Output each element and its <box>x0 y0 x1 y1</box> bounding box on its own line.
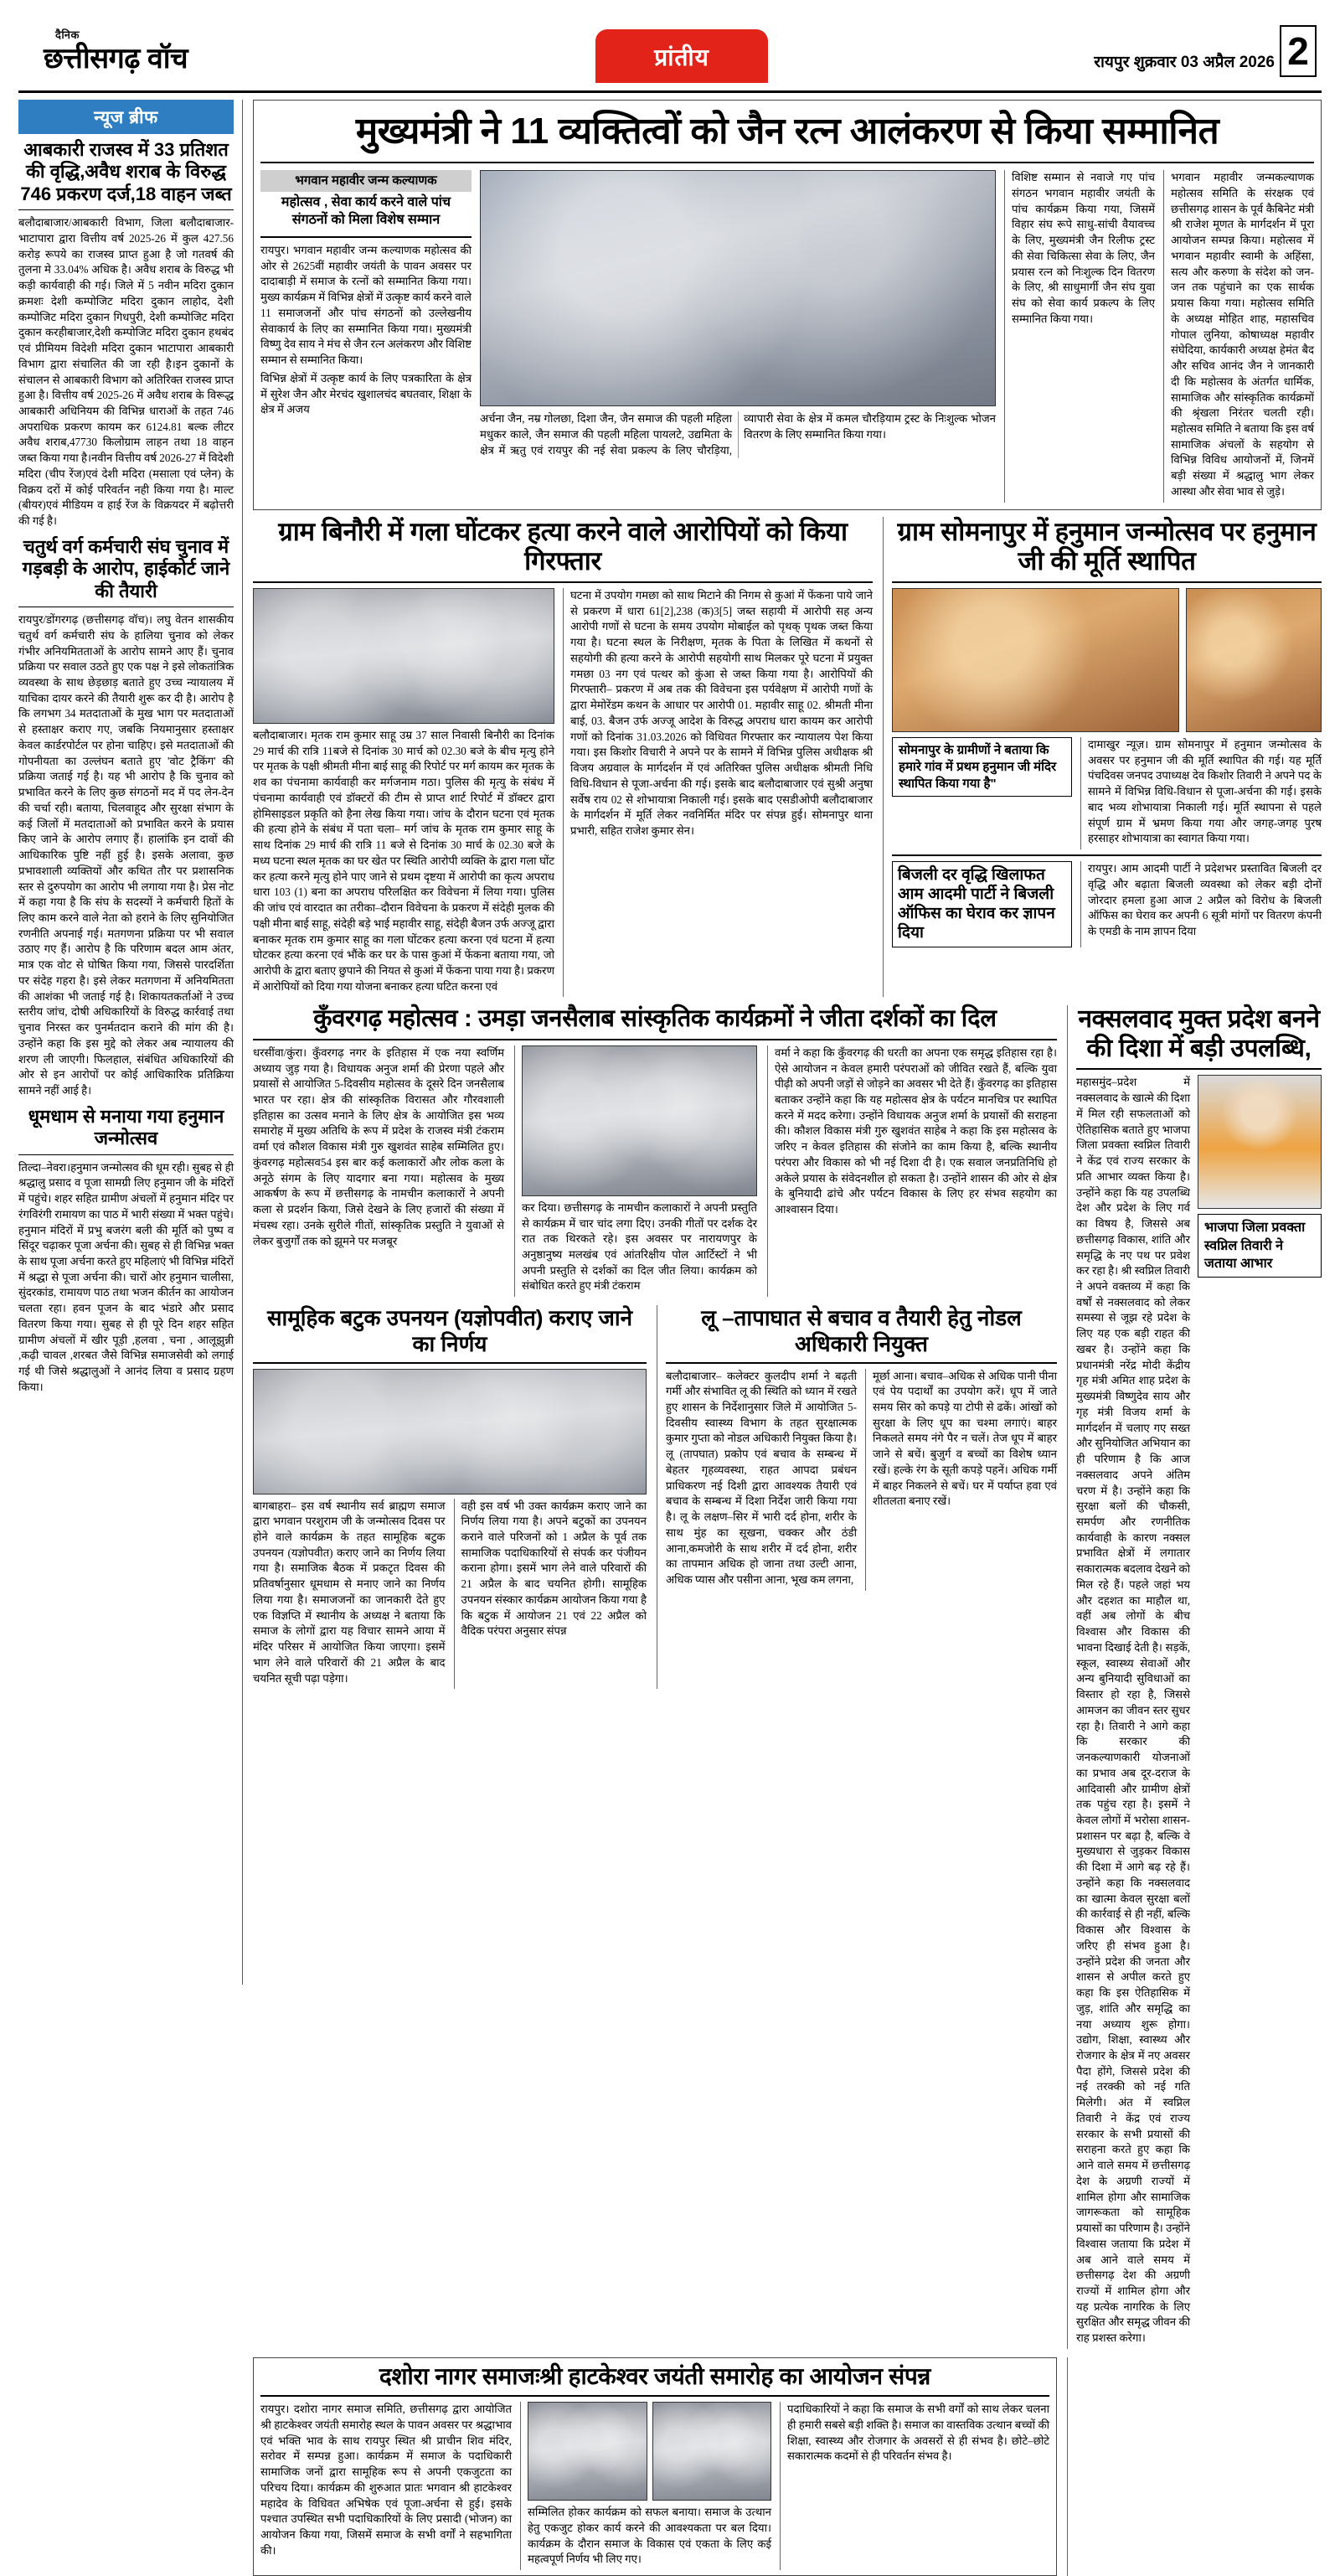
sadhu-portrait-photo <box>1186 588 1322 732</box>
divider <box>892 581 1322 583</box>
loo-body-col2: मूर्छा आना। बचाव–अधिक से अधिक पानी पीना एवं पेय पदार्थों का उपयोग करें। धूप में जाते समय सिर को कपड़े या टोपी से ढकें। आंखों को सुरक्षा के लिए धूप का चश्मा लगाएं। बाहर निकलते समय नंगे पैर न चलें। तेज धूप में बाहर जाने से बचें। बुजुर्ग व बच्चों का विशेष ध्यान रखें। हल्के रंग के सूती कपड़े पहनें। अधिक गर्मी में बाहर निकलने से बचें। घर में पर्याप्त हवा एवं शीतलता बनाए रखें। <box>873 1369 1057 1508</box>
divider <box>666 1362 1057 1364</box>
cm-award-ceremony-photo <box>480 170 996 406</box>
kunwargarh-col2 <box>514 1045 757 1297</box>
lead-col5-block <box>1163 170 1314 502</box>
story-dashora <box>253 2357 1057 2576</box>
lead-body-col1: रायपुर। भगवान महावीर जन्म कल्याणक महोत्सव की ओर से 2625वीं महावीर जयंती के पावन अवसर पर दादाबाड़ी में समाज के रत्नों को सम्मानित किया गया। मुख्य कार्यक्रम में विभिन्न क्षेत्रों में उत्कृष्ट कार्य करने वाले 11 समाजजनों और पांच संगठनों को उल्लेखनीय सेवाकार्य के लिए का सम्मानित किया गया। मुख्यमंत्री विष्णु देव साय ने मंच से जैन रत्न अलंकरण और विशिष्ट सम्मान से सम्मानित किया। <box>260 243 472 367</box>
upnayan-body-col2: वही इस वर्ष भी उक्त कार्यक्रम कराए जाने का निर्णय लिया गया है। अपने बटुकों का उपनयन कराने वाले परिजनों को 1 अप्रैल के पूर्व तक सामाजिक पदाधिकारियों से संपर्क कर पंजीयन कराना होगा। इसमें भाग लेने वाले परिवारों की 21 अप्रैल के बाद चयनित होगी। सामूहिक उपनयन संस्कार कार्यक्रम आयोजन किया गया है कि बटुक में आयोजन 21 एवं 22 अप्रैल को वैदिक परंपरा अनुसार संपन्न <box>461 1499 647 1638</box>
lead-left-block <box>260 170 472 502</box>
section-banner-wrap <box>270 24 1094 78</box>
binori-row <box>253 588 873 997</box>
binori-body-col1: बलौदाबाजार। मृतक राम कुमार साहू उम्र 37 साल निवासी बिनौरी का दिनांक 29 मार्च की रात्रि 11बजे से दिनांक 30 मार्च को 02.30 बजे के बीच मृत्यु होने पर मृतक के पक्षी श्रीमती मीना बाई साहू की रिपोर्ट पर मर्ग कायम कर मृतक के शव का पंचनामा कार्यवाही कर मर्गजनाम गठा। पुलिस की मृत्यु के संबंध में पंचनामा कार्यवाही एवं डॉक्टरों की टीम से प्राप्त शार्ट रिपोर्ट में डॉक्टर द्वारा होमिसाइडल प्रकृति को हैना लेख किया गया। जांच के दौरान घटना एवं मृतक की हत्या होने के संबंध में पता चला– मर्ग जांच के मृतक राम कुमार साहू के साथ दिनांक 29 मार्च की रात्रि 11 बजे से दिनांक 30 मार्च के 02.30 बजे के मध्य घटना स्थल मृतक का घर खेत पर स्थिति आरोपी व्यक्ति के द्वारा गला घोंट कर हत्या करने मृत्यु होने पाए जाने से प्रथम दृष्टया में आरोपी का कृत्य अपराध धारा 103 (1) बना का अपराध परिलक्षित कर विवेचना में लिया गया। पुलिस की जांच एवं वारदात का तरीका–दौरान विवेचना के प्रकरण में संदेही मुलक की पक्षी मीना बाई साहू, संदेही बड़े भाई महावीर साहू, संदेही बैजन उर्फ अज्जू द्वारा बनाकर मृतक राम कुमार साहू का गला घोंटकर हत्या करना एवं घटना में हत्या घोटकर हत्या करना एवं भौंके कर घर के पास कुआं में फेंकना बताया गया, जो आरोपी के द्वारा बताए छुपाने की नियत से कुआं में फेंकना पाया गया है। प्रकरण में आरोपियों को दिया गया योजना बनाकर हत्या घटित करना एवं <box>253 728 554 993</box>
story-kunwargarh <box>253 1005 1057 2348</box>
lead-body-col2: विभिन्न क्षेत्रों में उत्कृष्ट कार्य के लिए पत्रकारिता के क्षेत्र में सुरेश जैन और मेरचंद खुशालचंद बघतवार, शिक्षा के क्षेत्र में अजय <box>260 371 472 416</box>
upnayan-body-col1: बागबाहरा– इस वर्ष स्थानीय सर्व ब्राह्मण समाज द्वारा भगवान परशुराम जी के जन्मोत्सव दिवस पर होने वाले कार्यक्रम के तहत सामूहिक बटुक उपनयन (यज्ञोपवीत) कराए जाने का निर्णय लिया गया है। समाजिक बैठक में प्रकटृत दिवस की प्रतिवर्षानुसार धूमधाम से मनाए जाने का निर्णय लिया गया है। समाजजनों का जानकारी देते हुए एक विज्ञप्ति में स्थानीय के अध्यक्ष ने बताया कि समाज के लोगों द्वारा यह विचार सामने आया में मंदिर परिसर में आयोजित किया जाएगा। इसमें भाग लेने वाले परिवारों की 21 अप्रैल के बाद चयनित सूची पढ़ा पड़ेगा। <box>253 1499 446 1685</box>
police-press-conference-photo <box>253 588 554 724</box>
upnayan-cols <box>253 1499 647 1690</box>
naxal-body: महासमुंद–प्रदेश में नक्सलवाद के खात्मे की दिशा में मिल रही सफलताओं को ऐतिहासिक बताते हुए भाजपा जिला प्रवक्ता स्वप्निल तिवारी ने केंद्र एवं राज्य सरकार के प्रति आभार व्यक्त किया है। उन्होंने कहा कि यह उपलब्धि देश और प्रदेश के लिए गर्व का विषय है, जिससे अब छत्तीसगढ़ विकास, शांति और समृद्धि के नए पथ पर प्रवेश कर रहा है। श्री स्वप्निल तिवारी ने अपने वक्तव्य में कहा कि वर्षों से नक्सलवाद को लेकर समस्या से जूझ रहे प्रदेश के लिए यह एक बड़ी राहत की खबर है। उन्होंने कहा कि प्रधानमंत्री नरेंद्र मोदी केंद्रीय गृह मंत्री अमित शाह प्रदेश के मुख्यमंत्री विष्णुदेव साय और गृह मंत्री विजय शर्मा के मार्गदर्शन में चलाए गए सख्त और सुनियोजित अभियान का ही परिणाम है कि आज नक्सलवाद अपने अंतिम चरण में है। उन्होंने कहा कि सुरक्षा बलों की चौकसी, समर्पण और रणनीतिक कार्यवाही के कारण नक्सल प्रभावित क्षेत्रों में लगातार सकारात्मक बदलाव देखने को मिल रहे हैं। पहले जहां भय और दहशत का माहौल था, वहीं अब लोगों के बीच विश्वास और विकास की भावना दिखाई देती है। सड़कें, स्कूल, स्वास्थ्य सेवाओं और अन्य बुनियादी सुविधाओं का विस्तार हो रहा है, जिससे आमजन का जीवन स्तर सुधर रहा है। तिवारी ने आगे कहा कि सरकार की जनकल्याणकारी योजनाओं का प्रभाव अब दूर-दराज के आदिवासी और ग्रामीण क्षेत्रों तक पहुंच रहा है। इसमें ने केवल लोगों में भरोसा शासन-प्रशासन पर बढ़ा है, बल्कि वे मुख्यधारा से जुड़कर विकास की दिशा में आगे बढ़ रहे हैं। उन्होंने कहा कि नक्सलवाद का खात्मा केवल सुरक्षा बलों की कार्रवाई से ही नहीं, बल्कि विकास और विश्वास के जरिए ही संभव हुआ है। उन्होंने प्रदेश की जनता और शासन से अपील करते हुए कहा कि इस ऐतिहासिक में जुड़, शांति और समृद्धि का नया अध्याय शुरू होगा। उद्योग, शिक्षा, स्वास्थ्य और रोजगार के क्षेत्र में नए अवसर पैदा होंगे, जिससे प्रदेश की नई तरक्की को नई गति मिलेगी। अंत में स्वप्निल तिवारी ने केंद्र एवं राज्य सरकार के सभी प्रयासों की सराहना करते हुए कहा कि आने वाले समय में छत्तीसगढ़ देश के अग्रणी राज्यों में शामिल होगा और सामाजिक जागरूकता को सामूहिक प्रयासों का परिणाम है। उन्होंने विश्वास जताया कि प्रदेश में अब आने वाले समय में छत्तीसगढ़ देश की अग्रणी राज्यों में शामिल होगा और यह प्रत्येक नागरिक के लिए सुरक्षित और समृद्ध जीवन की राह प्रशस्त करेगा। <box>1076 1076 1190 2345</box>
date-and-page <box>1094 25 1322 77</box>
left-story-3-headline[interactable]: धूमधाम से मनाया गया हनुमान जन्मोत्सव <box>28 1105 224 1149</box>
naxal-top <box>1076 1075 1322 2348</box>
divider <box>260 162 1314 163</box>
dashora-samaj-meeting-photo <box>528 2402 647 2501</box>
story-binori <box>253 517 873 998</box>
kunwargarh-row <box>253 1045 1057 1297</box>
logo-title: छत्तीसगढ़ वॉच <box>44 42 188 75</box>
dashora-row <box>260 2402 1049 2570</box>
binori-left <box>253 588 554 997</box>
dashora-headline[interactable]: दशोरा नागर समाजःश्री हाटकेश्वर जयंती समारोह का आयोजन संपन्न <box>379 2362 931 2389</box>
lead-body-col4: विशिष्ट सम्मान से नवाजे गए पांच संगठन भगवान महावीर जयंती के पांच कार्यक्रम किया गया, जिसमें विहार संघ रूपे साधु-सांची वैयावच्च के लिए, मुख्यमंत्री जैन रिलीफ ट्रस्ट की सेवा चिकित्सा सेवा के लिए, जैन प्रयास रत्न को निःशुल्क दिन वितरण के लिए, श्री साधुमार्गी जैन संघ युवा संघ को सेवा कार्य प्रकल्प के लिए सम्मानित किया गया। <box>1012 171 1155 325</box>
somnapur-text-row <box>892 737 1322 849</box>
somnapur-caption: सोमनापुर के ग्रामीणों ने बताया कि हमारे गांव में प्रथम हनुमान जी मंदिर स्थापित किया गया है" <box>892 737 1072 797</box>
somnapur-headline[interactable]: ग्राम सोमनापुर में हनुमान जन्मोत्सव पर हनुमान जी की मूर्ति स्थापित <box>897 516 1317 576</box>
naxal-headline[interactable]: नक्सलवाद मुक्त प्रदेश बनने की दिशा में बड़ी उपलब्धि, <box>1078 1005 1320 1062</box>
news-brief-body: बलौदाबाजार/आबकारी विभाग, जिला बलौदाबाजार-भाटापारा द्वारा वित्तीय वर्ष 2025-26 में कुल 427.56 करोड़ रूपये का राजस्व प्राप्त हुआ है जो गतवर्ष की तुलना मे 33.04% अधिक है। अवैध शराब के विरुद्ध भी कड़ी कार्यवाही की गई। जिले में 5 नवीन मदिरा दुकान क्रमशः देशी कम्पोजिट मदिरा दुकान लाहोद, देशी कम्पोजिट मदिरा दुकान गिधपुरी, देशी कम्पोजिट मदिरा दुकान करहीबाजार,देशी कम्पोजिट मदिरा दुकान हथबंद एवं प्रीमियम विदेशी मदिरा दुकान भाटापारा आबकारी विभाग द्वारा संचालित की जा रही है।इन दुकानों के संचालन से आबकारी विभाग को अतिरिक्त राजस्व प्राप्त हुआ है। वित्तीय वर्ष 2025-26 में अवैध शराब के विरूद्ध आबकारी अधिनियम की विभिन्न धाराओं के तहत 746 अपराधिक प्रकरण कायम कर 6124.81 बल्क लीटर अवैध शराब,47730 किलोग्राम लाहन तथा 18 वाहन जब्त किया गया है।नवीन वित्तीय वर्ष 2026-27 में विदेशी मदिरा (चीप रेंज)एवं देशी मदिरा (मसाला एवं प्लेन) के विक्रय दरों में कोई परिवर्तन नही किया गया है। माल्ट (बीयर)एवं मीडियम व हाई रेंज के विक्रयदर में बढ़ोत्तरी की गई है। <box>18 216 234 528</box>
community-meeting-photo <box>253 1369 647 1494</box>
left-column <box>18 100 243 1985</box>
binori-headline[interactable]: ग्राम बिनौरी में गला घोंटकर हत्या करने वाले आरोपियों को किया गिरफ्तार <box>278 516 848 576</box>
news-brief-headline[interactable]: आबकारी राजस्व में 33 प्रतिशत की वृद्धि,अवैध शराब के विरुद्ध 746 प्रकरण दर्ज,18 वाहन जब्त <box>20 139 232 204</box>
binori-body-col2: घटना में उपयोग गमछा को साथ मिटाने की निगम से कुआं में फेंकना पाये जाने से प्रकरण में धारा 61[2],238 (क)3[5] जब्त सहायी में आरोपी सह अन्य आरोपी गणों से घटना के समय उपयोग मोबाईल को पृथक् पृथक जब्त किया गया है। घटना स्थल के निरीक्षण, मृतक के पिता के लिखित में कथनों से सहयोगी की हत्या करने के आरोपी सहयोगी साथ मिलकर पूरे घटना में प्रयुक्त गमछा 03 नग एवं पत्थर को कुंआ से जब्त किया गया है। आरोपियों की गिरफ्तारी– प्रकरण में अब तक की विवेचना इस पर्यवेक्षण में आरोपी गणों के द्वारा मेमोरेंडम कथन के आधार पर आरोपी 01. महावीर साहू 02. श्रीमती मीना बाई, 03. बैजन उर्फ अज्जू आदेश के विरुद्ध अपराध धारा कायम कर आरोपी गणों को दिनांक 31.03.2026 को विधिवत गिरफ्तार कर न्यायालय पेश किया गया। इस किशोर विचारी ने अपने पर के सामने में विभिन्न पुलिस अधीक्षक श्री विजय अग्रवाल के मार्गदर्शन में एवं अतिरिक्त पुलिस अधीक्षक श्रीमती निधि विधि-विधान से पूजा-अर्चना की गई। इसके बाद बलौदाबाजार एवं सुश्री अनुषा सर्वेष राय 02 से शोभायात्रा निकाली गई। इसके बाद एसडीओपी बलौदाबाजार के मार्गदर्शन में मूर्ति लेकर नवनिर्मित मंदिर पर संपन्न हुई। सोमनापुर थाना प्रभारी, सहित राजेश कुमार सेन। <box>570 588 873 837</box>
bijli-body-col <box>1080 861 1322 947</box>
divider <box>260 236 472 238</box>
lead-kicker-grey: भगवान महावीर जन्म कल्याणक <box>260 170 472 192</box>
divider <box>253 581 873 583</box>
upnayan-headline[interactable]: सामूहिक बटुक उपनयन (यज्ञोपवीत) कराए जाने का निर्णय <box>266 1305 633 1356</box>
bijli-body: रायपुर। आम आदमी पार्टी ने प्रदेशभर प्रस्तावित बिजली दर वृद्धि और बढ़ाता बिजली व्यवस्था को लेकर बड़ी दोनों जोरदार हमला हुआ आज 2 अप्रैल को विरोध के बिजली ऑफिस का घेराव कर अपनी 6 सूत्री मांगों पर वितरण कंपनी के एमडी के नाम ज्ञापन दिया <box>1088 862 1322 938</box>
story-loo <box>657 1305 1057 1689</box>
kunwargarh-festival-stage-photo <box>522 1045 757 1196</box>
naxal-caption: भाजपा जिला प्रवक्ता स्वप्निल तिवारी ने जताया आभार <box>1198 1214 1322 1277</box>
news-brief-label: न्यूज ब्रीफ <box>18 100 234 134</box>
newspaper-logo[interactable] <box>18 27 270 76</box>
story-upnayan <box>253 1305 647 1689</box>
dashora-samaj-group-photo <box>652 2402 772 2501</box>
divider <box>18 209 234 210</box>
masthead-rule <box>18 90 1322 93</box>
kunwargarh-body-col2: कर दिया। छत्तीसगढ़ के नामचीन कलाकारों ने अपनी प्रस्तुति से कार्यक्रम में चार चांद लगा दिए। उनकी गीतों पर दर्शक देर रात तक थिरकते रहे। इस अवसर पर नारायणपुर के अनुष्ठानुष्य मलखंब एवं आंतरिक्षीय पोल आर्टिस्टों ने भी अपनी प्रस्तुति से दर्शकों का दिल जीत लिया। कार्यक्रम को संबोधित करते हुए मंत्री टंकराम <box>522 1200 757 1293</box>
left-story-3-body: तिल्दा–नेवरा।हनुमान जन्मोत्सव की धूम रही। सुबह से ही श्रद्धालु प्रसाद व पूजा सामग्री लिए हनुमान जी के मंदिरों में पहुंचे। शहर सहित ग्रामीण अंचलों में हनुमान मंदिर पर रंगविरंगी रामायण का पाठ में भारी संख्या में भक्त पहुंचे। हनुमान मंदिरों में प्रभु बजरंग बली की मूर्ति को पुष्प व सिंदूर चढ़ाकर पूजा अर्चना की। सुबह से ही विभिन्न भक्त के साथ पूजा अर्चना करते हुए महिलाएं भी विभिन्न मंदिरों में श्रद्धा से पूजा अर्चना की। चारों ओर हनुमान चालीसा, सुंदरकांड, रामायण पाठ तथा भजन कीर्तन का आयोजन चलता रहा। हवन पूजन के बाद भंडारे और प्रसाद वितरण किया गया। सुबह से ही पूरे दिन शहर सहित ग्रामीण अंचलों में खीर पूड़ी ,हलवा , चना , आलूझुन्नी ,कढ़ी चावल ,शरबत जैसे विभिन्न समाजसेवी को लगाई गई थी जिसे श्रद्धालुओं ने आनंद लिया व प्रसाद ग्रहण किया। <box>18 1160 234 1393</box>
bjp-spokesperson-portrait <box>1198 1075 1322 1209</box>
loo-cols <box>666 1369 1057 1591</box>
main-column <box>243 100 1322 2566</box>
story-naxal <box>1067 1005 1322 2348</box>
somnapur-body: दामाखुर न्यूज़। ग्राम सोमनापुर में हनुमान जन्मोत्सव के अवसर पर हनुमान जी की मूर्ति स्थापित की गई। यह मूर्ति पंचदिवस जनपद उपाध्यक्ष देव किशोर तिवारी ने अपने पद के सामने में विभिन्न विधि-विधान से पूजा-अर्चना की गई। इसके बाद भव्य शोभायात्रा निकाली गई। मूर्ति स्थापना से पहले संपूर्ण ग्राम में भ्रमण किया गया और जगह-जगह पुरष हरसाहर शोभायात्रा का स्वागत किया गया। <box>1088 737 1322 845</box>
section-banner: प्रांतीय <box>595 29 768 83</box>
kunwargarh-body-col1: धरसींवा/कुंरा। कुँवरगढ़ नगर के इतिहास में एक नया स्वर्णिम अध्याय जुड़ गया है। विधायक अनुज शर्मा की प्रेरणा पहले और प्रयासों से आयोजित 5-दिवसीय महोत्सव के दूसरे दिन जनसैलाब भारत पर रहा। क्षेत्र की सांस्कृतिक विरासत और गौरवशाली इतिहास का उत्सव मनाने के लिए क्षेत्र के आयोजित इस भव्य समारोह में मुख्य अतिथि के रूप में प्रदेश के राजस्व मंत्री टंकराम वर्मा एवं कौशल विकास मंत्री गुरु खुशवंत साहेब सम्मिलित हुए। कुंवरगढ़ महोत्सव54 इस बार कई कलाकारों और लोक कला के अनूठे संगम के लिए यादगार बना गया। महोत्सव के मुख्य आकर्षण के रूप में छत्तीसगढ़ के नामचीन कलाकारों ने अपनी कला से प्रदर्शन किया, जिसे देखने के लिए हजारों की संख्या में मंचस्थ रहा। उनके सुरीले गीतों, सांस्कृतिक प्रस्तुति ने युवाओं से लेकर बुजुर्गों तक को झूमने पर मजबूर <box>253 1045 504 1247</box>
loo-body-col1: बलौदाबाजार– कलेक्टर कुलदीप शर्मा ने बढ़ती गर्मी और संभावित लू की स्थिति को ध्यान में रखते हुए शासन के निर्देशानुसार जिले में आयोजित 5-दिवसीय स्वास्थ्य विभाग के तहत सुरक्षात्मक कुमार गुप्ता को नोडल अधिकारी नियुक्त किया है। लू (तापघात) प्रकोप एवं बचाव के सम्बन्ध में बेहतर गृहव्यवस्था, राहत आपदा प्रबंधन प्राधिकरण नई दिशी द्वारा आवश्यक तैयारी एवं बचाव के सम्बन्ध में दिशा निर्देश जारी किया गया है। लू के लक्षण–सिर में भारी दर्द होना, शरीर के साथ मुंह का सूखना, चक्कर और ठंडी आना,कमजोरी के साथ शरीर में दर्द होना, शरीर का तापमान अधिक हो जाना तथा उल्टी आना, अधिक प्यास और पसीना आना, भूख कम लगना, <box>666 1369 857 1587</box>
lead-story <box>253 100 1322 510</box>
somnapur-photos <box>892 588 1322 732</box>
lead-body-col5: भगवान महावीर जन्मकल्याणक महोत्सव समिति के संरक्षक एवं छत्तीसगढ़ शासन के पूर्व कैबिनेट मंत्री श्री राजेश मूणत के मार्गदर्शन में पूरा आयोजन सम्पन्न किया। महोत्सव में भगवान महावीर स्वामी के अहिंसा, सत्य और करुणा के संदेश को जन-जन तक पहुंचाने का एक सार्थक प्रयास किया गया। महोत्सव समिति के अध्यक्ष मोहित शाह, महासचिव गोपाल लुनिया, कोषाध्यक्ष महावीर संघेदिया, कार्यकारी अध्यक्ष हेमंत बैद और सचिव आनंद जैन ने जानकारी दी कि महोत्सव के अंतर्गत धार्मिक, सामाजिक और सांस्कृतिक कार्यक्रमों की श्रृंखला निरंतर चलती रही। महोत्सव समिति ने बताया कि इस वर्ष सामाजिक अंचलों के सहयोग से विभिन्न विविध आयोजनों में, जिनमें बड़ी संख्या में श्रद्धालु भाग लेकर आस्था और सेवा भाव से जुड़े। <box>1171 171 1314 498</box>
divider <box>260 2395 1049 2397</box>
bottom-right-filler <box>1067 2357 1322 2576</box>
lead-col4-block <box>1004 170 1155 502</box>
upnayan-loo-row <box>253 1305 1057 1689</box>
dashora-body-col2: सम्मिलित होकर कार्यक्रम को सफल बनाया। समाज के उत्थान हेतु एकजुट होकर कार्य करने की आवश्यकता पर बल दिया। कार्यक्रम के दौरान समाज के विकास एवं एकता के लिए कई महत्वपूर्ण निर्णय भी लिए गए। <box>528 2506 771 2566</box>
divider <box>18 1154 234 1155</box>
lead-center-block <box>480 170 996 502</box>
masthead <box>18 15 1322 87</box>
left-story-2-body: रायपुर/डोंगरगढ़ (छत्तीसगढ़ वॉच)। लघु वेतन शासकीय चतुर्थ वर्ग कर्मचारी संघ के हालिया चुनाव को लेकर गंभीर अनियमितताओं के आरोप सामने आए हैं। चुनाव प्रक्रिया पर सवाल उठते हुए एक पक्ष ने इसे लोकतांत्रिक व्यवस्था के साथ छेड़छाड़ बताते हुए उच्च न्यायालय में याचिका दायर करने की तैयारी शुरू कर दी है। आरोप है कि लगभग 34 मतदाताओं के मुख भाग पर मतदाताओं से हस्ताक्षर कराए गए, जबकि नियमानुसार हस्ताक्षर केवल कार्डरपोर्टल पर होना चाहिए। इसे मतदाताओं की गोपनीयता का उल्लंघन बताते हुए 'वोट ट्रैकिंग' की प्रक्रिया जताई गई है। यह भी आरोप है कि चुनाव को प्रभावित करने के लिए कुछ संगठनों मद में पद लेन-देन की चर्चा रही। बताया, चिलवाहूद और सुरक्षा संभाग के कई जिलों में मतदाताओं को प्रभावित करने के प्रयास किए जाने के आरोप लगाए हैं। हालांकि इन दावों की आधिकारिक पुष्टि नहीं हुई है। इसके अलावा, कुछ प्रभावशाली व्यक्तियों और कथित तौर पर प्रशासनिक स्तर से दुरुपयोग का आरोप भी लगाया गया है। प्रेस नोट में कहा गया है कि संघ के सदस्यों ने कर्मचारी हितों के लिए काम करने वाले नेता को हराने के लिए सुनियोजित रणनीति अपनाई गई। मतगणना प्रक्रिया पर भी सवाल उठाए गए हैं। आरोप है कि परिणाम बदल आम अंतर, मात्र एक वोट से घोषित किया गया, जिससे पारदर्शिता पर संदेह गहरा है। इसे लेकर मतगणना में अनियमितता की आशंका भी जताई गई है। शिकायतकर्ताओं ने उच्च स्तरीय जांच, दोषी अधिकारियों के विरुद्ध कार्रवाई तथा चुनाव निरस्त कर पुनर्मतदान कराने की मांग की है। उन्होंने कहा कि इस मुद्दे को लेकर अब न्यायालय की शरण ली जाएगी। फिलहाल, संबंधित अधिकारियों की ओर से इन आरोपों पर कोई आधिकारिक प्रतिक्रिया सामने नहीं आई है। <box>18 613 234 1097</box>
divider <box>253 1039 1057 1040</box>
divider <box>253 1362 647 1364</box>
left-story-2-headline[interactable]: चतुर्थ वर्ग कर्मचारी संघ चुनाव में गड़बड़ी के आरोप, हाईकोर्ट जाने की तैयारी <box>22 535 230 601</box>
lead-top-row <box>260 170 1314 502</box>
divider <box>892 854 1322 856</box>
bottom-row <box>253 2357 1322 2576</box>
kunwargarh-col1 <box>253 1045 504 1297</box>
kunwargarh-headline[interactable]: कुँवरगढ़ महोत्सव : उमड़ा जनसैलाब सांस्कृतिक कार्यक्रमों ने जीता दर्शकों का दिल <box>313 1005 997 1033</box>
loo-headline[interactable]: लू –तापाघात से बचाव व तैयारी हेतु नोडल अधिकारी नियुक्त <box>701 1305 1022 1356</box>
bijli-row <box>892 861 1322 947</box>
somnapur-caption-col <box>892 737 1072 849</box>
page-content <box>18 100 1322 2566</box>
bijli-headline-col <box>892 861 1072 947</box>
bijli-headline[interactable]: बिजली दर वृद्धि खिलाफत आम आदमी पार्टी ने बिजली ऑफिस का घेराव कर ज्ञापन दिया <box>892 861 1072 947</box>
second-row <box>253 517 1322 998</box>
dashora-body-col1: रायपुर। दशोरा नागर समाज समिति, छत्तीसगढ़ द्वारा आयोजित श्री हाटकेश्वर जयंती समारोह स्थल के पावन अवसर पर श्रद्धाभाव एवं भक्ति भाव के साथ रायपुर स्थित श्री प्राचीन शिव मंदिर, सरोवर में सम्पन्न हुआ। कार्यक्रम में समाज के पदाधिकारी सामाजिक जनों द्वारा सामूहिक रूप से अपनी एकजुटता का परिचय दिया। कार्यक्रम की शुरुआत प्रातः भगवान श्री हाटकेश्वर महादेव के विधिवत अभिषेक एवं पूजा-अर्चना से हुई। इसके पश्चात उपस्थित सभी पदाधिकारियों के लिए प्रसादी (भोजन) का आयोजन किया गया, जिसमें समाज के सभी वर्गों ने सहभागिता की। <box>260 2403 512 2557</box>
lead-headline[interactable]: मुख्यमंत्री ने 11 व्यक्तित्वों को जैन रत्न आलंकरण से किया सम्मानित <box>355 111 1219 152</box>
kunwargarh-body-col3: वर्मा ने कहा कि कुँवरगढ़ की धरती का अपना एक समृद्ध इतिहास रहा है। ऐसे आयोजन न केवल हमारी परंपराओं को जीवित रखते हैं, बल्कि युवा पीढ़ी को अपनी जड़ों से जोड़ने का अवसर भी देते हैं। कुँवरगढ़ का इतिहास बताकर उन्होंने कहा कि यह महोत्सव क्षेत्र के पर्यटन मानचित्र पर स्थापित करने में मदद करेगा। उन्होंने विधायक अनुज शर्मा के प्रयासों की सराहना की। कौशल विकास मंत्री गुरु खुशवंत साहेब ने कहा कि इस महोत्सव के जरिए न केवल इतिहास की संजोने का काम किया है, बल्कि स्थानीय परंपरा और विकास को भी नई दिशा दी है। एक सवाल जनप्रतिनिधि हो अकेले प्रयास के संवेदनशील हो सकता है। उन्होंने शासन की ओर से क्षेत्र के बुनियादी ढांचे और पर्यटन विकास के लिए हर संभव सहयोग का आश्वासन दिया। <box>775 1045 1057 1216</box>
lead-body-col3: अर्चना जैन, नम्र गोलछा, दिशा जैन, जैन समाज की पहली महिला मधुकर काले, जैन समाज की पहली महिला पायलटे, उद्यमिता के क्षेत्र में ऋतु एवं रायपुर की नई सेवा प्रकल्प के लिए चौरड़िया, व्यापारी सेवा के क्षेत्र में कमल चौरड़ियाम ट्रस्ट के निःशुल्क भोजन वितरण के लिए सम्मानित किया गया। <box>480 412 996 457</box>
dashora-body-col3: पदाधिकारियों ने कहा कि समाज के सभी वर्गों को साथ लेकर चलना ही हमारी सबसे बड़ी शक्ति है। समाज का वास्तविक उत्थान बच्चों की शिक्षा, स्वास्थ्य और रोजगार के अवसरों से ही संभव है। छोटे–छोटे सकारात्मक कदमों से ही परिवर्तन संभव है। <box>787 2403 1049 2463</box>
hanuman-temple-ritual-photo <box>892 588 1179 732</box>
story-somnapur <box>883 517 1322 998</box>
dateline: रायपुर शुक्रवार 03 अप्रैल 2026 <box>1094 54 1275 71</box>
somnapur-body-col <box>1080 737 1322 849</box>
binori-right <box>563 588 873 997</box>
divider <box>1076 1068 1322 1070</box>
kunwargarh-col3 <box>767 1045 1057 1297</box>
third-row <box>253 1005 1322 2348</box>
lead-kicker-plain: महोत्सव , सेवा कार्य करने वाले पांच संगठनों को मिला विशेष सम्मान <box>281 194 451 228</box>
page-number: 2 <box>1280 25 1317 77</box>
logo-kicker: दैनिक <box>55 28 80 41</box>
